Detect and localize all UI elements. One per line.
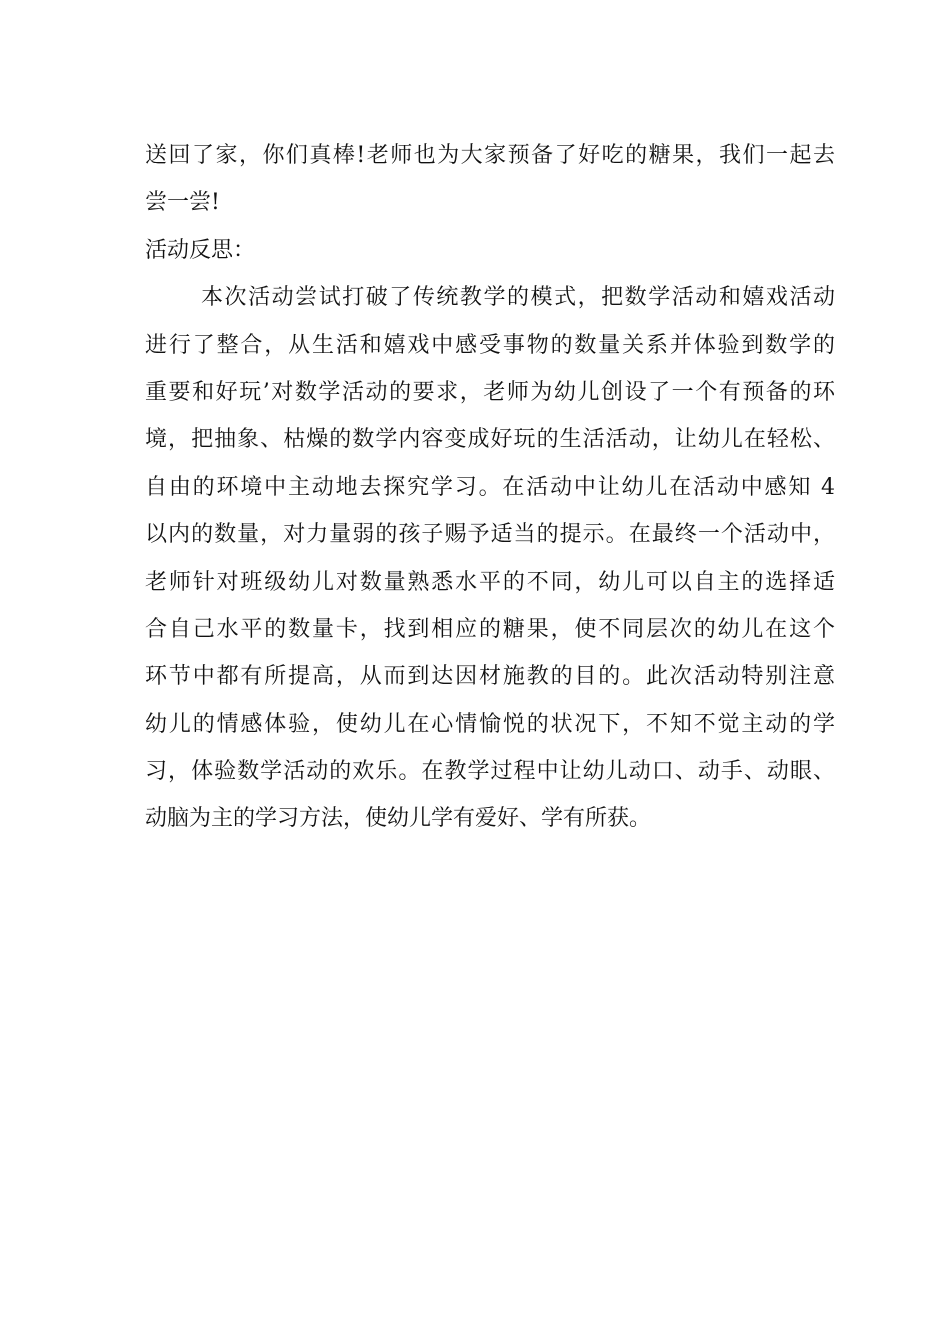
text-line: 幼儿的情感体验，使幼儿在心情愉悦的状况下，不知不觉主动的学: [145, 711, 835, 737]
text-line: 本次活动尝试打破了传统教学的模式，把数学活动和嬉戏活动: [201, 285, 835, 311]
text-line: 送回了家，你们真棒!老师也为大家预备了好吃的糖果，我们一起去: [145, 143, 835, 168]
body-text: [145, 132, 835, 843]
text-line: 老师针对班级幼儿对数量熟悉水平的不同，幼儿可以自主的选择适: [145, 569, 835, 595]
text-line: 自由的环境中主动地去探究学习。在活动中让幼儿在活动中感知 4: [145, 474, 835, 500]
text-line: 尝一尝!: [145, 190, 220, 216]
text-line: 进行了整合，从生活和嬉戏中感受事物的数量关系并体验到数学的: [145, 332, 835, 358]
text-line: 习，体验数学活动的欢乐。在教学过程中让幼儿动口、动手、动眼、: [145, 759, 835, 785]
text-line: 以内的数量，对力量弱的孩子赐予适当的提示。在最终一个活动中，: [145, 522, 835, 548]
text-line: 境，把抽象、枯燥的数学内容变成好玩的生活活动，让幼儿在轻松、: [145, 427, 835, 453]
section-heading: 活动反思：: [145, 237, 256, 263]
text-line: 合自己水平的数量卡，找到相应的糖果，使不同层次的幼儿在这个: [145, 616, 835, 642]
text-line: 环节中都有所提高，从而到达因材施教的目的。此次活动特别注意: [145, 664, 835, 690]
text-line: 动脑为主的学习方法，使幼儿学有爱好、学有所获。: [145, 806, 652, 832]
text-line: 重要和好玩’对数学活动的要求，老师为幼儿创设了一个有预备的环: [145, 379, 835, 405]
